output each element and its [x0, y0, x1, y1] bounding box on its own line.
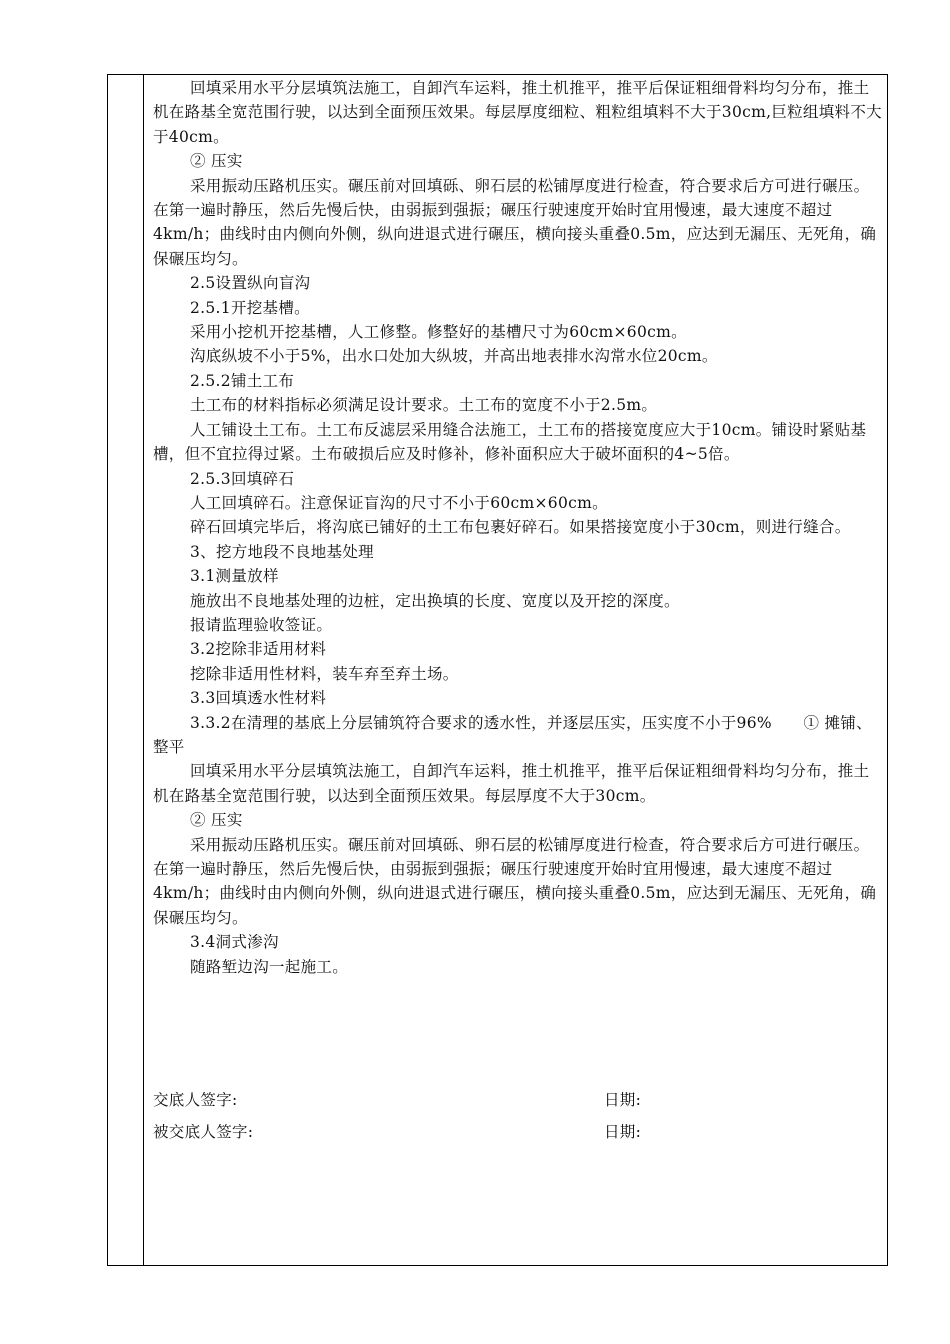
paragraph: 人工回填碎石。注意保证盲沟的尺寸不小于60cm×60cm。 [190, 493, 608, 512]
paragraph: 随路堑边沟一起施工。 [190, 957, 349, 976]
paragraph: 挖除非适用性材料，装车弃至弃土场。 [190, 664, 459, 683]
section-heading: 2.5设置纵向盲沟 [190, 274, 311, 293]
paragraph: ② 压实 [190, 811, 243, 830]
paragraph: ② 压实 [190, 152, 243, 171]
paragraph: 采用振动压路机压实。碾压前对回填砾、卵石层的松铺厚度进行检查，符合要求后方可进行碾压。在第一遍时静压，然后先慢后快，由弱振到强振；碾压行驶速度开始时宜用慢速，最大速度不超过4km/h；曲线时由内侧向外侧，纵向进退式进行碾压，横向接头重叠0.5m，应达到无漏压、无死角，确保碾压均匀。 [153, 176, 877, 268]
section-heading: 3.2挖除非适用材料 [190, 640, 327, 659]
section-heading: 3.3回填透水性材料 [190, 689, 327, 708]
handover-date-label: 日期: [604, 1091, 642, 1109]
section-heading: 2.5.1开挖基槽。 [190, 298, 310, 317]
section-heading: 2.5.2铺土工布 [190, 371, 295, 390]
section-heading: 2.5.3回填碎石 [190, 469, 295, 488]
paragraph: 土工布的材料指标必须满足设计要求。土工布的宽度不小于2.5m。 [190, 396, 658, 415]
paragraph: 施放出不良地基处理的边桩，定出换填的长度、宽度以及开挖的深度。 [190, 591, 680, 610]
section-heading: 3.4洞式渗沟 [190, 933, 279, 952]
paragraph: 采用小挖机开挖基槽，人工修整。修整好的基槽尺寸为60cm×60cm。 [190, 323, 687, 342]
column-divider [143, 74, 144, 1266]
paragraph: 回填采用水平分层填筑法施工，自卸汽车运料，推土机推平，推平后保证粗细骨料均匀分布，推土机在路基全宽范围行驶，以达到全面预压效果。每层厚度不大于30cm。 [153, 762, 870, 805]
paragraph: 报请监理验收签证。 [190, 615, 333, 634]
receiver-signature-label: 被交底人签字: [153, 1123, 254, 1141]
paragraph: 回填采用水平分层填筑法施工，自卸汽车运料，推土机推平，推平后保证粗细骨料均匀分布，推土机在路基全宽范围行驶，以达到全面预压效果。每层厚度细粒、粗粒组填料不大于30cm,巨粒组填料不大于40cm。 [153, 79, 882, 146]
handover-signature-label: 交底人签字: [153, 1091, 238, 1109]
paragraph: 沟底纵坡不小于5%，出水口处加大纵坡，并高出地表排水沟常水位20cm。 [190, 347, 718, 366]
paragraph: 人工铺设土工布。土工布反滤层采用缝合法施工，土工布的搭接宽度应大于10cm。铺设时紧贴基槽，但不宜拉得过紧。土布破损后应及时修补，修补面积应大于破坏面积的4~5倍。 [153, 420, 867, 464]
document-body [153, 76, 883, 979]
section-heading: 3、挖方地段不良地基处理 [190, 542, 374, 561]
paragraph: 采用振动压路机压实。碾压前对回填砾、卵石层的松铺厚度进行检查，符合要求后方可进行碾压。在第一遍时静压，然后先慢后快，由弱振到强振；碾压行驶速度开始时宜用慢速，最大速度不超过4km/h；曲线时由内侧向外侧，纵向进退式进行碾压，横向接头重叠0.5m，应达到无漏压、无死角，确保碾压均匀。 [153, 835, 877, 927]
section-heading: 3.1测量放样 [190, 567, 279, 586]
receiver-date-label: 日期: [604, 1123, 642, 1141]
paragraph: 3.3.2在清理的基底上分层铺筑符合要求的透水性，并逐层压实，压实度不小于96% ① 摊铺、整平 [153, 713, 872, 756]
paragraph: 碎石回填完毕后，将沟底已铺好的土工布包裹好碎石。如果搭接宽度小于30cm，则进行缝合。 [190, 518, 851, 537]
